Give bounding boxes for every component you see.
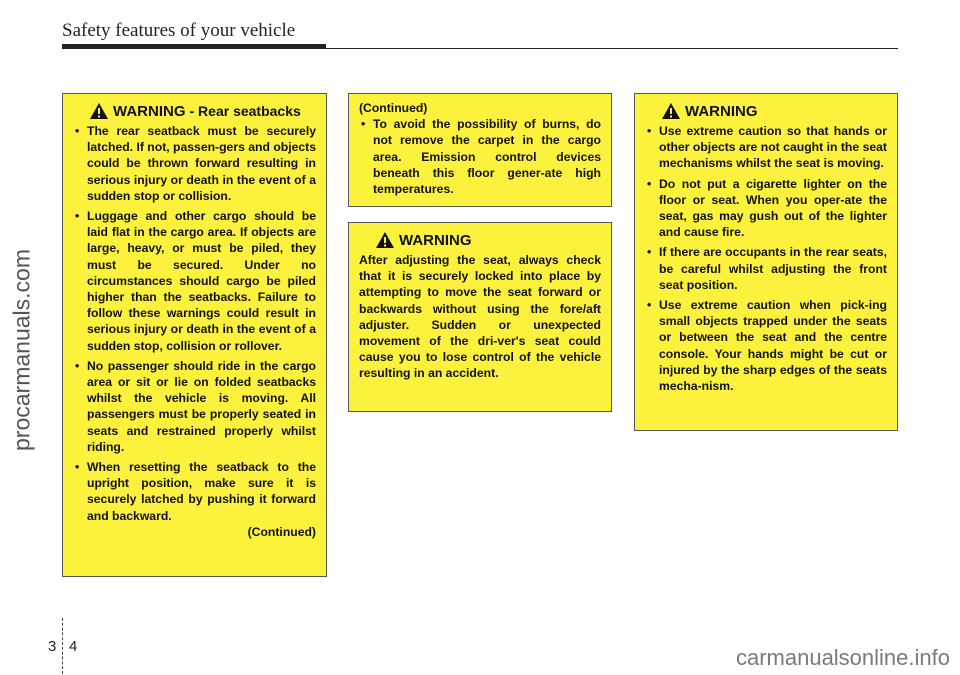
warning-header (89, 102, 316, 120)
warning-box-rear-seatbacks (62, 93, 327, 577)
list-item: • Use extreme caution so that hands or other objects are not caught in the seat mechanisms whilst the seat is moving. (645, 123, 887, 172)
page-number: 4 (69, 638, 78, 655)
footer-watermark: carmanualsonline.info (735, 645, 950, 670)
list-item: • No passenger should ride in the cargo area or sit or lie on folded seatbacks whilst the vehicle is moving. All passengers must be properly seated in seats and restrained properly whilst riding. (73, 358, 316, 455)
warning-header (661, 102, 887, 120)
warning-box-seat-mechanism (634, 93, 898, 431)
page-header-title: Safety features of your vehicle (62, 20, 296, 41)
warning-triangle-icon (89, 102, 109, 120)
warning-list (73, 123, 316, 524)
warning-title: WARNING (113, 102, 186, 120)
warning-box-seat-lock (348, 222, 612, 412)
list-item: • The rear seatback must be securely latched. If not, passen-gers and objects could be thrown forward resulting in serious injury or death in the event of a sudden stop or collision. (73, 123, 316, 204)
header-bar (62, 44, 326, 49)
continued-label: (Continued) (247, 524, 316, 539)
page-number-divider (62, 618, 63, 674)
warning-subtitle: - Rear seatbacks (189, 103, 301, 119)
warning-header (375, 231, 601, 249)
warning-triangle-icon (375, 231, 395, 249)
list-item: • When resetting the seatback to the upright position, make sure it is securely latched by pushing it forward and backward. (73, 459, 316, 524)
continued-label: (Continued) (359, 101, 428, 115)
warning-triangle-icon (661, 102, 681, 120)
warning-list (359, 116, 601, 197)
warning-title: WARNING (399, 231, 472, 249)
side-watermark: procarmanuals.com (8, 249, 35, 451)
warning-list (645, 123, 887, 394)
list-item: • To avoid the possibility of burns, do not remove the carpet in the cargo area. Emission control devices beneath this floor gener-ate high temperatures. (359, 116, 601, 197)
list-item: • If there are occupants in the rear seats, be careful whilst adjusting the front seat position. (645, 244, 887, 293)
list-item: • Use extreme caution when pick-ing small objects trapped under the seats or between the seat and the centre console. Your hands might be cut or injured by the sharp edges of the seats mecha-nism. (645, 297, 887, 394)
warning-title: WARNING (685, 102, 758, 120)
header-rule (326, 48, 898, 49)
warning-text: After adjusting the seat, always check that it is securely locked into place by attempting to move the seat forward or backwards without using the fore/aft adjuster. Sudden or unexpected movement of the dri-ver's seat could cause you to lose control of the vehicle resulting in an accident. (359, 253, 601, 381)
list-item: • Luggage and other cargo should be laid flat in the cargo area. If objects are large, heavy, or must be piled, they must be secured. Under no circumstances should cargo be piled higher than the seatbacks. Failure to follow these warnings could result in serious injury or death in the event of a sudden stop, collision or rollover. (73, 208, 316, 354)
continued-box (348, 93, 612, 207)
chapter-number: 3 (48, 638, 57, 655)
list-item: • Do not put a cigarette lighter on the floor or seat. When you oper-ate the seat, gas may gush out of the lighter and cause fire. (645, 176, 887, 241)
